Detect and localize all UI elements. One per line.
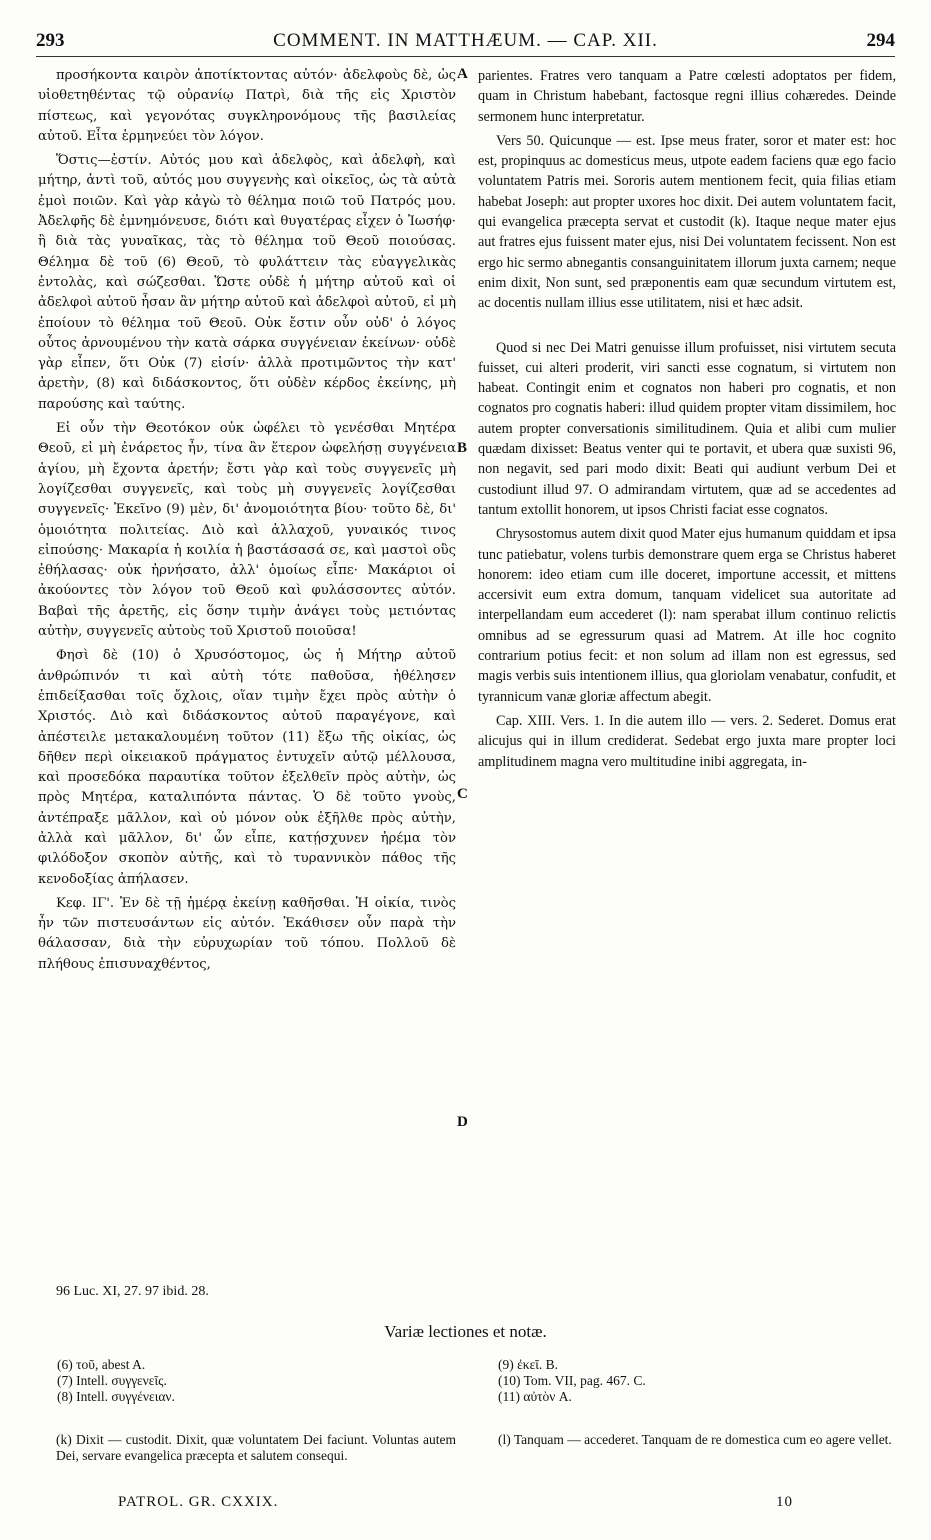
- variant-note: (7) Intell. συγγενεῖς.: [57, 1373, 167, 1388]
- variant-note: (8) Intell. συγγένειαν.: [57, 1389, 175, 1404]
- note-l: (l) Tanquam — accederet. Tanquam de re domestica cum eo agere vellet.: [498, 1432, 892, 1447]
- variae-lectiones-title: Variæ lectiones et notæ.: [384, 1322, 547, 1341]
- margin-letter-c: C: [457, 786, 468, 802]
- latin-paragraph: parientes. Fratres vero tanquam a Patre cœlesti adoptatos per fidem, quam in Christum habebant, factosque regni illius cohæredes. Deinde sermonem hunc interpretatur.: [478, 68, 896, 125]
- greek-paragraph: Φησὶ δὲ (10) ὁ Χρυσόστομος, ὡς ἡ Μήτηρ αὐτοῦ ἀνθρώπινόν τι καὶ αὐτὴ τότε παθοῦσα, ἠθέλησεν ἐπιδείξασθαι τοῖς ὄχλοις, οἵαν τιμὴν ἔχει πρὸς αὐτὴν ὁ Χριστός. Διὸ καὶ διδάσκοντος αὐτοῦ παραγέγονε, καὶ ἀπέστειλε μετακαλουμένη τοῦτον (11) ἔξω τῆς οἰκίας, ὡς δῆθεν περὶ οἰκειακοῦ πράγματος ἐντυχεῖν αὐτῷ μέλλουσα, καὶ προσεδόκα παραυτίκα τοῦτον ἐξελθεῖν πρὸς αὐτὴν, ὡς πρὸς Μητέρα, καταλιπόντα πάντας. Ὁ δὲ τοῦτο γνοὺς, ἀντέπραξε μᾶλλον, καὶ οὐ μόνον οὐκ ἐξῆλθε πρὸς αὐτὴν, ἀλλὰ καὶ μᾶλλον, δι' ὧν εἶπε, κατῄσχυνεν ἠρέμα τὸν φιλόδοξον σκοπὸν αὐτῆς, καὶ τὸ τυραννικὸν πάθος τῆς κενοδοξίας ἀπήλασεν.: [38, 648, 456, 887]
- greek-paragraph: Ὅστις—ἐστίν. Αὐτός μου καὶ ἀδελφὸς, καὶ ἀδελφὴ, καὶ μήτηρ, ἀντὶ τοῦ, αὐτός μου συγγενὴς καὶ οἰκεῖος, ὡς τὰ αὐτὰ ἐμοὶ ποιῶν. Καὶ γὰρ κἀγὼ τὸ θέλημα ποιῶ τοῦ Πατρός μου. Ἀδελφῆς δὲ ἐμνημόνευσε, διότι καὶ θυγατέρας εἶχεν ὁ Ἰωσήφ· ἢ διὰ τὰς γυναῖκας, τὰς τὸ θέλημα τοῦ Θεοῦ ποιούσας. Θέλημα δὲ τοῦ (6) Θεοῦ, τὸ φυλάττειν τὰς εὐαγγελικὰς ἐντολὰς, καὶ σώζεσθαι. Ὥστε οὐδὲ ἡ μήτηρ αὐτοῦ καὶ οἱ ἀδελφοὶ αὐτοῦ ἦσαν ἂν μήτηρ αὐτοῦ καὶ ἀδελφοὶ αὐτοῦ, εἰ μὴ ἐποίουν τὸ θέλημα τοῦ Θεοῦ. Οὐκ ἔστιν οὖν οὐδ' ὁ λόγος οὗτος ἀρνουμένου τὴν κατὰ σάρκα συγγένειαν ἐκείνων· οὐδὲ γὰρ εἶπεν, ὅτι Οὐκ (7) εἰσίν· ἀλλὰ προτιμῶντος τὴν κατ' ἀρετὴν, (8) καὶ διδάσκοντος, ὅτι οὐδὲν κέρδος ἐκείνης, μὴ παρούσης καὶ ταύτης.: [38, 153, 456, 412]
- variant-note: (9) ἐκεῖ. B.: [498, 1357, 559, 1372]
- variae-right: [498, 1357, 898, 1405]
- greek-paragraph: προσήκοντα καιρὸν ἀποτίκτοντας αὐτόν· ἀδελφοὺς δὲ, ὡς υἱοθετηθέντας τῷ οὐρανίῳ Πατρὶ, διὰ τῆς εἰς Χριστὸν πίστεως, καὶ γεγονότας συγκληρονόμους τῆς βασιλείας αὐτοῦ. Εἶτα ἑρμηνεύει τὸν λόγον.: [38, 68, 456, 144]
- greek-paragraph: Εἰ οὖν τὴν Θεοτόκον οὐκ ὠφέλει τὸ γενέσθαι Μητέρα Θεοῦ, εἰ μὴ ἐνάρετος ἦν, τίνα ἂν ἕτερον ὠφελήσῃ συγγένεια ἁγίου, μὴ ἔχοντα ἀρετήν; ἔστι γὰρ καὶ τοὺς συγγενεῖς μὴ λογίζεσθαι συγγενεῖς, καὶ τοὺς μὴ συγγενεῖς λογίζεσθαι συγγενεῖς· Ἐκεῖνο (9) μὲν, δι' ἀνομοιότητα βίου· τοῦτο δὲ, δι' ὁμοιότητα πολιτείας. Διὸ καὶ ἀλλαχοῦ, γυναικός τινος εἰπούσης· Μακαρία ἡ κοιλία ἡ βαστάσασά σε, καὶ μαστοὶ οὓς ἐθήλασας· οὐκ ἠρνήσατο, ἀλλ' ὁμοίως εἶπε· Μακάριοι οἱ ἀκούοντες τὸν λόγον τοῦ Θεοῦ καὶ φυλάσσοντες αὐτόν. Βαβαὶ τῆς ἀρετῆς, εἰς ὅσην τιμὴν ἀνάγει τοὺς μετιόντας αὐτὴν, συγγενεῖς αὐτοὺς τοῦ Χριστοῦ ποιοῦσα!: [38, 421, 456, 640]
- running-title: COMMENT. IN MATTHÆUM. — CAP. XII.: [273, 30, 658, 51]
- page-number-left: 293: [36, 30, 65, 51]
- latin-paragraph: Chrysostomus autem dixit quod Mater ejus humanum quiddam et ipsa tunc patiebatur, volens turbis demonstrare quem erga se Christus haberet honorem: ideo etiam cum ille doceret, importune accessit, et mittens accersivit eum extra domum, tanquam videlicet sua autoritate ad interpellandam eum accederet (l): nam sperabat illum continuo relictis omnibus ad se egressurum quasi ad Matrem. At ille hoc cognito contrarium potius fecit: et non solum ad illam non est egressus, sed magis verbis suis intentionem illius, qua gloriolam venabatur, confudit, et tyrannicum vanæ gloriæ affectum abegit.: [478, 526, 896, 705]
- variant-note: (10) Tom. VII, pag. 467. C.: [498, 1373, 646, 1388]
- scripture-footnotes: 96 Luc. XI, 27. 97 ibid. 28.: [56, 1284, 209, 1299]
- footer-signature: 10: [776, 1494, 793, 1510]
- margin-letter-b: B: [457, 440, 468, 456]
- latin-paragraph: Vers 50. Quicunque — est. Ipse meus frater, soror et mater est: hoc est, propinquus ac domesticus meus, utpote eadem faciens quæ ego facio voluntatem Patris mei. Sororis autem mentionem fecit, quia filias etiam habebat Joseph: aut propter uxores hoc dixit. Dei autem voluntatem facit, qui evangelica præcepta servat et custodit (k). Itaque neque mater ejus aut fratres ejus fuissent mater ejus, nisi Dei voluntatem fecissent. Non est ergo hic sermo abnegantis consanguinitatem illorum juxta carnem; neque enim dixit, Non sunt, sed præponentis eam quæ secundum virtutem est, ac docentis nullam illius esse utilitatem, nisi et hæc adsit.: [478, 132, 896, 312]
- margin-letter-a: A: [457, 66, 468, 82]
- greek-column: [38, 66, 456, 975]
- page-number-right: 294: [866, 30, 895, 51]
- latin-paragraph: Cap. XIII. Vers. 1. In die autem illo — vers. 2. Sederet. Domus erat alicujus qui in illum crediderat. Sedebat ergo juxta mare propter loci amplitudinem magna vero multitudine inibi aggregata, in-: [478, 712, 896, 770]
- footer-series: PATROL. GR. CXXIX.: [118, 1494, 279, 1510]
- variant-note: (11) αὐτὸν A.: [498, 1389, 572, 1404]
- greek-paragraph: Κεφ. ΙΓ'. Ἐν δὲ τῇ ἡμέρᾳ ἐκείνῃ καθῆσθαι. Ἡ οἰκία, τινὸς ἦν τῶν πιστευσάντων εἰς αὐτόν. Ἐκάθισεν οὖν παρὰ τὴν θάλασσαν, διὰ τὴν εὐρυχωρίαν τοῦ τόπου. Πολλοῦ δὲ πλήθους ἐπισυναχθέντος,: [38, 895, 456, 972]
- latin-paragraph: Quod si nec Dei Matri genuisse illum profuisset, nisi virtutem secuta fuisset, cui alteri proderit, viri sancti esse cognatum, si virtutem non habeat. Contingit enim et cognatos non haberi pro cognatis, et non cognatos pro cognatis haberi: illud quidem propter vitam dissimilem, hoc autem propter conversationis similitudinem. Quia et alibi cum mulier quædam dixisset: Beatus venter qui te portavit, et ubera quæ suxisti 96, non negavit, sed pari modo dixit: Beati qui audiunt verbum Dei et custodiunt illud 97. O admirandam virtutem, quæ ad se accedentes ad tantum extollit honorem, ut ipsos Christi faciat esse cognatos.: [478, 339, 896, 518]
- variae-left: [57, 1357, 457, 1405]
- running-header: [36, 30, 895, 57]
- margin-letter-d: D: [457, 1114, 468, 1130]
- latin-column: [478, 66, 896, 772]
- variant-note: (6) τοῦ, abest A.: [57, 1357, 146, 1372]
- note-k: (k) Dixit — custodit. Dixit, quæ voluntatem Dei faciunt. Voluntas autem Dei, servare evangelica præcepta et salutem consequi.: [56, 1432, 456, 1463]
